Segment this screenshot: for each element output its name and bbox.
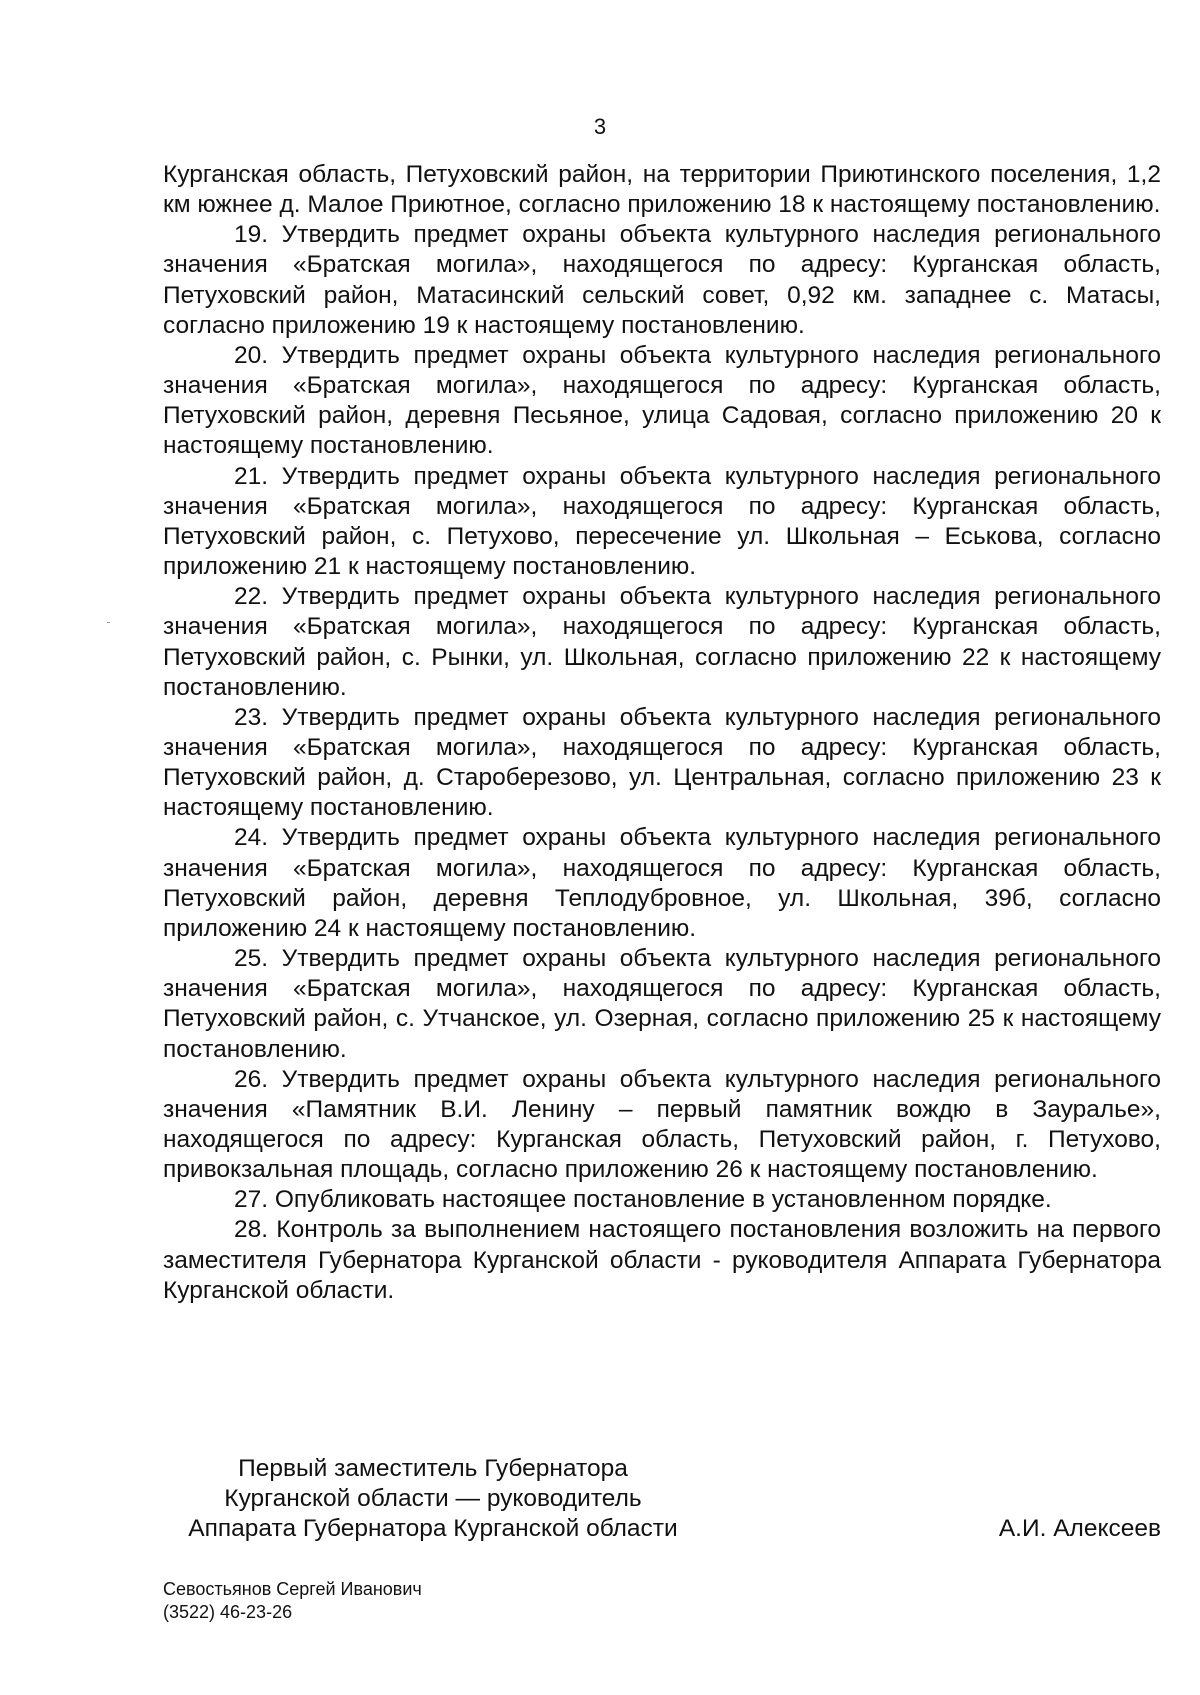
signatory-position-line: Первый заместитель Губернатора — [238, 1455, 628, 1482]
paragraph-item-23: 23. Утвердить предмет охраны объекта культурного наследия регионального значения «Братская могила», находящегося по адресу: Курганская область, Петуховский район, д. Староберезово, ул. Центральная, согласно приложению 23 к настоящему постановлению. — [163, 703, 1161, 822]
page-number: 3 — [593, 114, 607, 139]
executor-info — [163, 1578, 422, 1624]
paragraph-item-19: 19. Утвердить предмет охраны объекта культурного наследия регионального значения «Братская могила», находящегося по адресу: Курганская область, Петуховский район, Матасинский сельский совет, 0,92 км. западнее с. Матасы, согласно приложению 19 к настоящему постановлению. — [163, 221, 1161, 339]
paragraph-item-26: 26. Утвердить предмет охраны объекта культурного наследия регионального значения «Памятник В.И. Ленину – первый памятник вождю в Зауралье», находящегося по адресу: Курганская область, Петуховский район, г. Петухово, привокзальная площадь, согласно приложению 26 к настоящему постановлению. — [163, 1065, 1161, 1184]
paragraph-item-28: 28. Контроль за выполнением настоящего постановления возложить на первого заместителя Губернатора Курганской области - руководителя Аппарата Губернатора Курганской области. — [163, 1216, 1161, 1304]
paragraph-item-20: 20. Утвердить предмет охраны объекта культурного наследия регионального значения «Братская могила», находящегося по адресу: Курганская область, Петуховский район, деревня Песьяное, улица Садовая, согласно приложению 20 к настоящему постановлению. — [163, 341, 1161, 460]
paragraph-continuation: Курганская область, Петуховский район, на территории Приютинского поселения, 1,2 км южнее д. Малое Приютное, согласно приложению 18 к настоящему постановлению. — [163, 161, 1161, 219]
paragraph-item-21: 21. Утвердить предмет охраны объекта культурного наследия регионального значения «Братская могила», находящегося по адресу: Курганская область, Петуховский район, с. Петухово, пересечение ул. Школьная – Еськова, согласно приложению 21 к настоящему постановлению. — [163, 462, 1161, 581]
signature-block — [163, 1454, 1161, 1544]
paragraph-item-27: 27. Опубликовать настоящее постановление в установленном порядке. — [234, 1186, 1052, 1214]
document-body — [163, 160, 1161, 1306]
margin-scan-mark — [107, 622, 110, 623]
signatory-position-line: Аппарата Губернатора Курганской области — [188, 1515, 678, 1542]
executor-phone: (3522) 46-23-26 — [163, 1602, 293, 1622]
executor-name: Севостьянов Сергей Иванович — [163, 1579, 422, 1599]
paragraph-item-22: 22. Утвердить предмет охраны объекта культурного наследия регионального значения «Братская могила», находящегося по адресу: Курганская область, Петуховский район, с. Рынки, ул. Школьная, согласно приложению 22 к настоящему постановлению. — [163, 583, 1161, 701]
signatory-name: А.И. Алексеев — [998, 1515, 1161, 1542]
paragraph-item-24: 24. Утвердить предмет охраны объекта культурного наследия регионального значения «Братская могила», находящегося по адресу: Курганская область, Петуховский район, деревня Теплодубровное, ул. Школьная, 39б, согласно приложению 24 к настоящему постановлению. — [163, 824, 1161, 942]
paragraph-item-25: 25. Утвердить предмет охраны объекта культурного наследия регионального значения «Братская могила», находящегося по адресу: Курганская область, Петуховский район, с. Утчанское, ул. Озерная, согласно приложению 25 к настоящему постановлению. — [163, 945, 1161, 1063]
signatory-position-line: Курганской области — руководитель — [224, 1485, 642, 1512]
signatory-position — [163, 1454, 703, 1544]
